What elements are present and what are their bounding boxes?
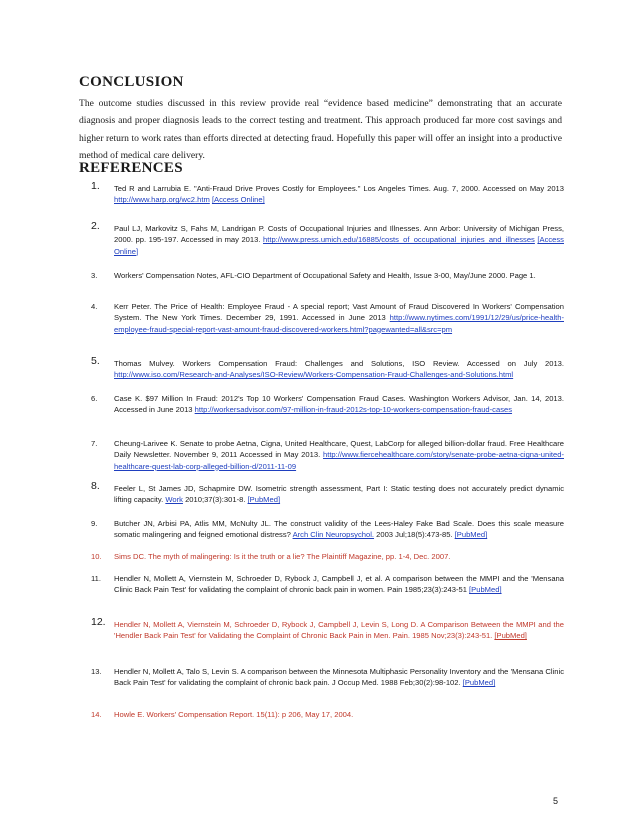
pubmed-link[interactable]: [PubMed]: [469, 585, 502, 595]
journal-link[interactable]: Arch Clin Neuropsychol.: [292, 530, 375, 540]
reference-link[interactable]: http://www.iso.com/Research-and-Analyses/ISO-Review/Workers-Compensation-Fraud-Challenges-and-Solutions.html: [114, 370, 514, 380]
conclusion-paragraph: The outcome studies discussed in this review provide real “evidence based medicine” demonstrating that an accurate diagnosis and proper diagnosis leads to the correct testing and treatment. This approach produced far more cost savings and higher return to work rates than efforts directed at detecting fraud. Hopefully this paper will offer an insight into a productive method of medical care delivery.: [79, 98, 562, 161]
reference-item: 8. Feeler L, St James JD, Schapmire DW. Isometric strength assessment, Part I: Static testing does not accurately predict dynamic lifting capacity. Work 2010;37(3):301-8. [PubMed]: [91, 480, 564, 505]
pubmed-link[interactable]: [PubMed]: [462, 678, 496, 688]
pubmed-link[interactable]: [PubMed]: [247, 495, 281, 505]
access-online-link[interactable]: [Access Online]: [211, 195, 265, 205]
reference-link[interactable]: http://www.fiercehealthcare.com/story/senate-probe-aetna-cigna-united-healthcare-quest-lab-corp-alleged-billion-d/2011-11-09: [114, 450, 564, 471]
reference-link[interactable]: http://www.nytimes.com/1991/12/29/us/price-health-employee-fraud-special-report-vast-amount-fraud-discovered-workers.html?pagewanted=all&src=pm: [114, 313, 564, 334]
reference-item: 9. Butcher JN, Arbisi PA, Atlis MM, McNulty JL. The construct validity of the Lees-Haley Fake Bad Scale. Does this scale measure somatic malingering and feigned emotional distress? Arch Clin Neuropsychol. 2003 Jul;18(5):473-85. [PubMed]: [91, 519, 564, 540]
reference-item: 10. Sims DC. The myth of malingering: Is it the truth or a lie? The Plaintiff Magazine, pp. 1-4, Dec. 2007.: [91, 552, 451, 561]
pubmed-link[interactable]: [PubMed]: [454, 530, 488, 540]
reference-item: 7. Cheung-Larivee K. Senate to probe Aetna, Cigna, United Healthcare, Quest, LabCorp for alleged billion-dollar fraud. Free Healthcare Daily Newsletter. November 9, 2011 Accessed in May 2013. http://www.fiercehealthcare.com/story/senate-probe-aetna-cigna-united-healthcare-quest-lab-corp-alleged-billion-d/2011-11-09: [91, 439, 564, 471]
reference-item: 1. Ted R and Larrubia E. "Anti-Fraud Drive Proves Costly for Employees." Los Angeles Times. Aug. 7, 2000. Accessed on May 2013 http://www.harp.org/wc2.htm [Access Online]: [91, 180, 564, 205]
reference-link[interactable]: http://workersadvisor.com/97-million-in-fraud-2012s-top-10-workers-compensation-fraud-cases: [194, 405, 513, 415]
journal-link[interactable]: Work: [165, 495, 183, 505]
references-heading: REFERENCES: [79, 160, 183, 176]
reference-link[interactable]: http://www.press.umich.edu/16885/costs_of_occupational_injuries_and_illnesses: [263, 235, 535, 245]
pubmed-link[interactable]: [PubMed]: [494, 631, 527, 641]
reference-item: 11. Hendler N, Mollett A, Viernstein M, Schroeder D, Rybock J, Campbell J, et al. A comparison between the MMPI and the 'Mensana Clinic Back Pain Test' for validating the complaint of chronic back pain in women. Pain 1985;23(3):243-51 [PubMed]: [91, 574, 564, 595]
reference-item: 13. Hendler N, Mollett A, Talo S, Levin S. A comparison between the Minnesota Multiphasic Personality Inventory and the 'Mensana Clinic Back Pain Test' for validating the complaint of chronic back pain. J Occup Med. 1988 Feb;30(2):98-102. [PubMed]: [91, 667, 564, 688]
page-number: 5: [553, 796, 559, 806]
reference-item: 3. Workers' Compensation Notes, AFL-CIO Department of Occupational Safety and Health, Issue 3-00, May/June 2000. Page 1.: [91, 271, 536, 280]
reference-item: 5. Thomas Mulvey. Workers Compensation Fraud: Challenges and Solutions, ISO Review. Accessed on July 2013. http://www.iso.com/Research-and-Analyses/ISO-Review/Workers-Compensation-Fraud-Challenges-and-Solutions.html: [91, 355, 564, 380]
reference-link[interactable]: http://www.harp.org/wc2.htm: [114, 195, 210, 205]
access-online-link[interactable]: [Access Online]: [114, 235, 564, 256]
conclusion-heading: CONCLUSION: [79, 74, 184, 90]
reference-item: 14. Howle E. Workers' Compensation Report. 15(11): p 206, May 17, 2004.: [91, 710, 354, 719]
reference-item: 2. Paul LJ, Markovitz S, Fahs M, Landrigan P. Costs of Occupational Injuries and Illnesses. Ann Arbor: University of Michigan Press, 2000. pp. 195-197. Accessed in may 2013. http://www.press.umich.edu/16885/costs_of_occupational_injuries_and_illnesses [Access Online]: [91, 220, 564, 256]
reference-item: 6. Case K. $97 Million In Fraud: 2012's Top 10 Workers' Compensation Fraud Cases. Washington Workers Advisor, Jan. 14, 2013. Accessed in June 2013 http://workersadvisor.com/97-million-in-fraud-2012s-top-10-workers-compensation-fraud-cases: [91, 394, 564, 415]
reference-item: 4. Kerr Peter. The Price of Health: Employee Fraud - A special report; Vast Amount of Fraud Discovered In Workers' Compensation System. The New York Times. December 29, 1991. Accessed in June 2013 http://www.nytimes.com/1991/12/29/us/price-health-employee-fraud-special-report-vast-amount-fraud-discovered-workers.html?pagewanted=all&src=pm: [91, 302, 564, 334]
reference-item: 12. Hendler N, Mollett A, Viernstein M, Schroeder D, Rybock J, Campbell J, Levin S, Long D. A Comparison Between the MMPI and the 'Hendler Back Pain Test' for Validating the Complaint of Chronic Back Pain in Men. Pain. 1985 Nov;23(3):243-51. [PubMed]: [91, 616, 564, 641]
